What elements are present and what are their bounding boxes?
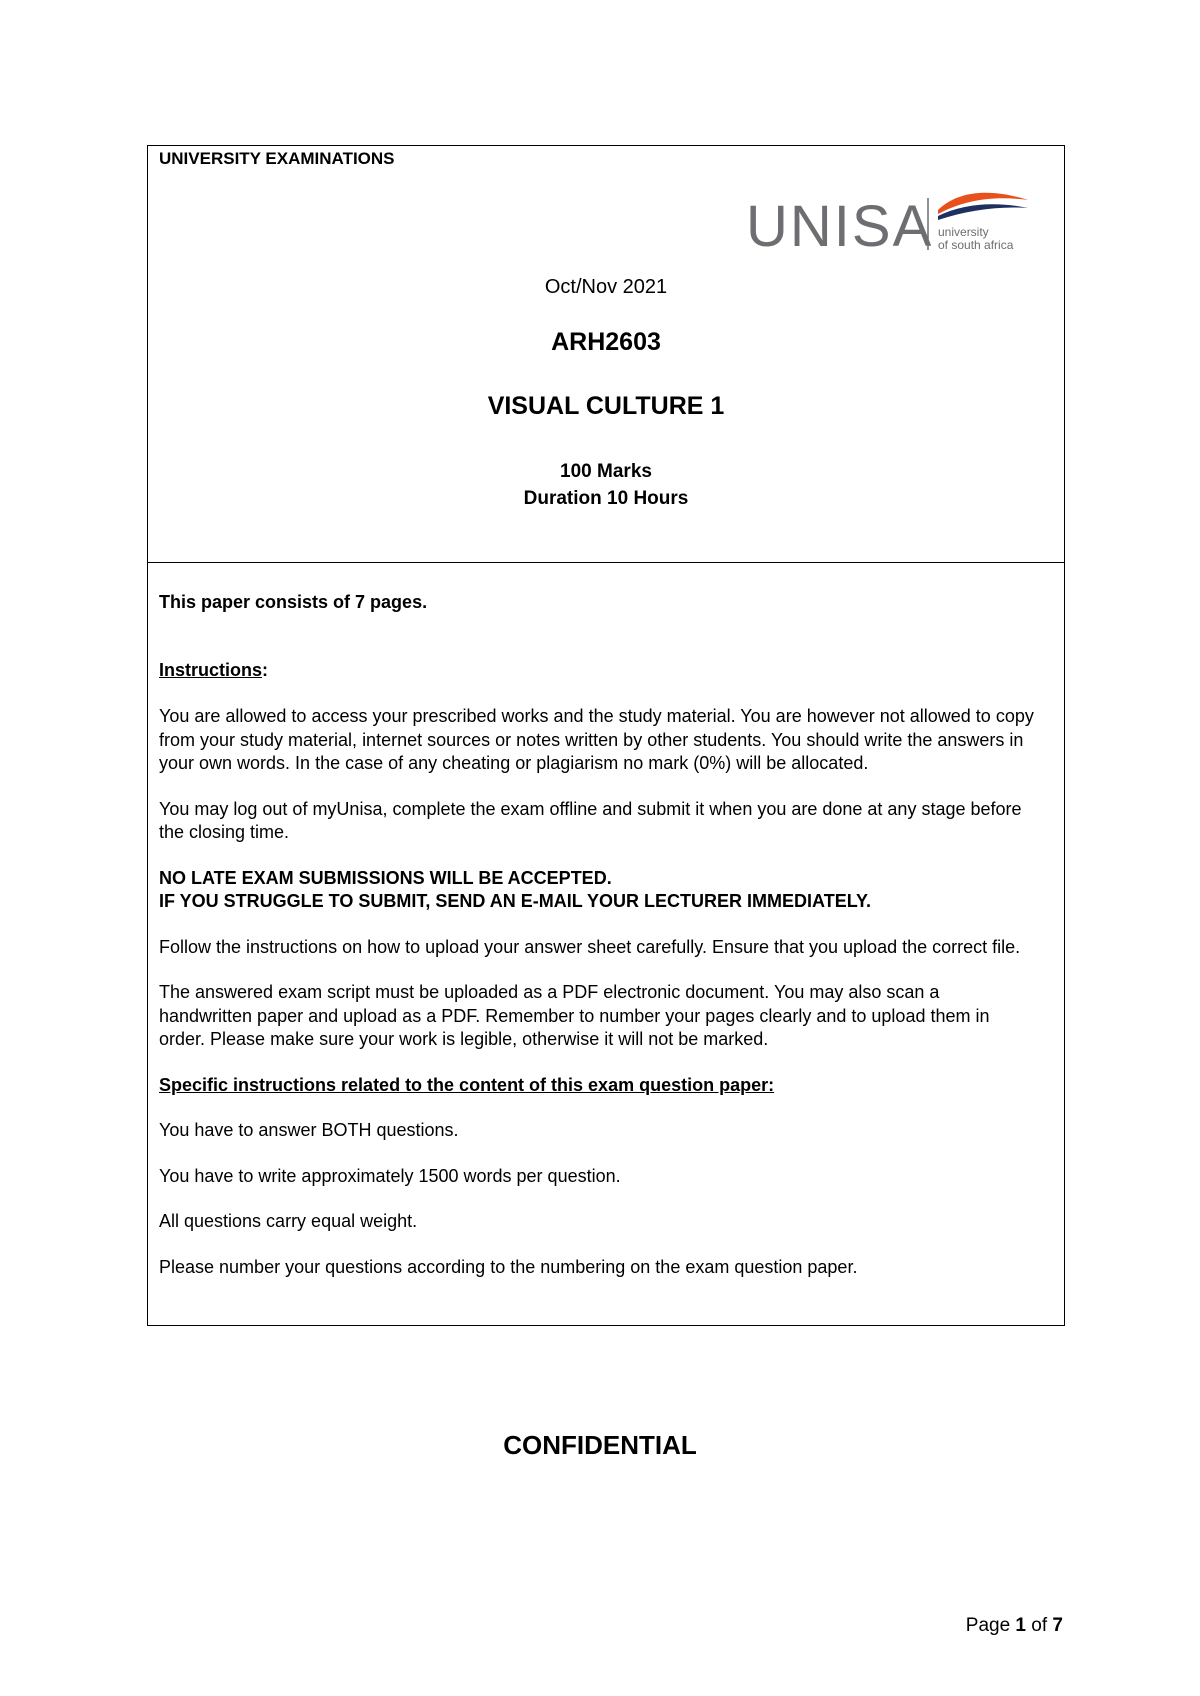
marks-duration <box>148 458 1064 512</box>
specific-instruction-4: Please number your questions according to the numbering on the exam question paper. <box>159 1256 858 1277</box>
specific-instruction-3: All questions carry equal weight. <box>159 1211 418 1231</box>
duration: Duration 10 Hours <box>523 488 689 509</box>
late-warning-line-2: IF YOU STRUGGLE TO SUBMIT, SEND AN E-MAIL YOUR LECTURER IMMEDIATELY. <box>159 891 872 911</box>
university-examinations-label: UNIVERSITY EXAMINATIONS <box>159 149 395 168</box>
page-of: of <box>1031 1615 1048 1636</box>
exam-cover-frame <box>147 145 1065 1326</box>
instructions-colon: : <box>262 659 269 680</box>
module-code: ARH2603 <box>551 328 661 356</box>
unisa-logo <box>746 184 1046 256</box>
instruction-paragraph-4: The answered exam script must be uploaded as a PDF electronic document. You may also scan a handwritten paper and upload as a PDF. Remember to number your pages clearly and to upload them in order. Please make sure your work is legible, otherwise it will not be marked. <box>159 982 990 1049</box>
specific-instructions-heading: Specific instructions related to the content of this exam question paper: <box>159 1074 775 1095</box>
pages-statement: This paper consists of 7 pages. <box>159 592 428 612</box>
confidential-label: CONFIDENTIAL <box>503 1430 697 1460</box>
instruction-paragraph-3: Follow the instructions on how to upload your answer sheet carefully. Ensure that you upload the correct file. <box>159 936 1021 957</box>
module-title: VISUAL CULTURE 1 <box>487 392 725 420</box>
page-number <box>966 1615 1063 1637</box>
page-total: 7 <box>1052 1615 1063 1636</box>
late-submission-warning <box>159 867 1034 914</box>
instructions-heading-line <box>159 659 1034 683</box>
instruction-paragraph-1: You are allowed to access your prescribed works and the study material. You are however not allowed to copy from your study material, internet sources or notes written by other students. You should write the answers in your own words. In the case of any cheating or plagiarism no mark (0%) will be allocated. <box>159 706 1034 773</box>
instructions-heading: Instructions <box>159 659 263 680</box>
instruction-paragraph-2: You may log out of myUnisa, complete the exam offline and submit it when you are done at any stage before the closing time. <box>159 798 1022 842</box>
page-label: Page <box>965 1615 1011 1636</box>
page-current: 1 <box>1015 1615 1026 1636</box>
logo-subtitle-1: university <box>938 225 989 239</box>
header-box <box>148 146 1064 563</box>
specific-instruction-2: You have to write approximately 1500 words per question. <box>159 1165 621 1186</box>
late-warning-line-1: NO LATE EXAM SUBMISSIONS WILL BE ACCEPTED. <box>159 867 612 888</box>
specific-instruction-1: You have to answer BOTH questions. <box>159 1120 459 1140</box>
logo-subtitle-2: of south africa <box>938 238 1014 252</box>
instructions-box <box>148 563 1064 1325</box>
logo-wordmark: UNISA <box>746 194 934 256</box>
exam-session: Oct/Nov 2021 <box>544 276 668 298</box>
total-marks: 100 Marks <box>560 461 652 482</box>
